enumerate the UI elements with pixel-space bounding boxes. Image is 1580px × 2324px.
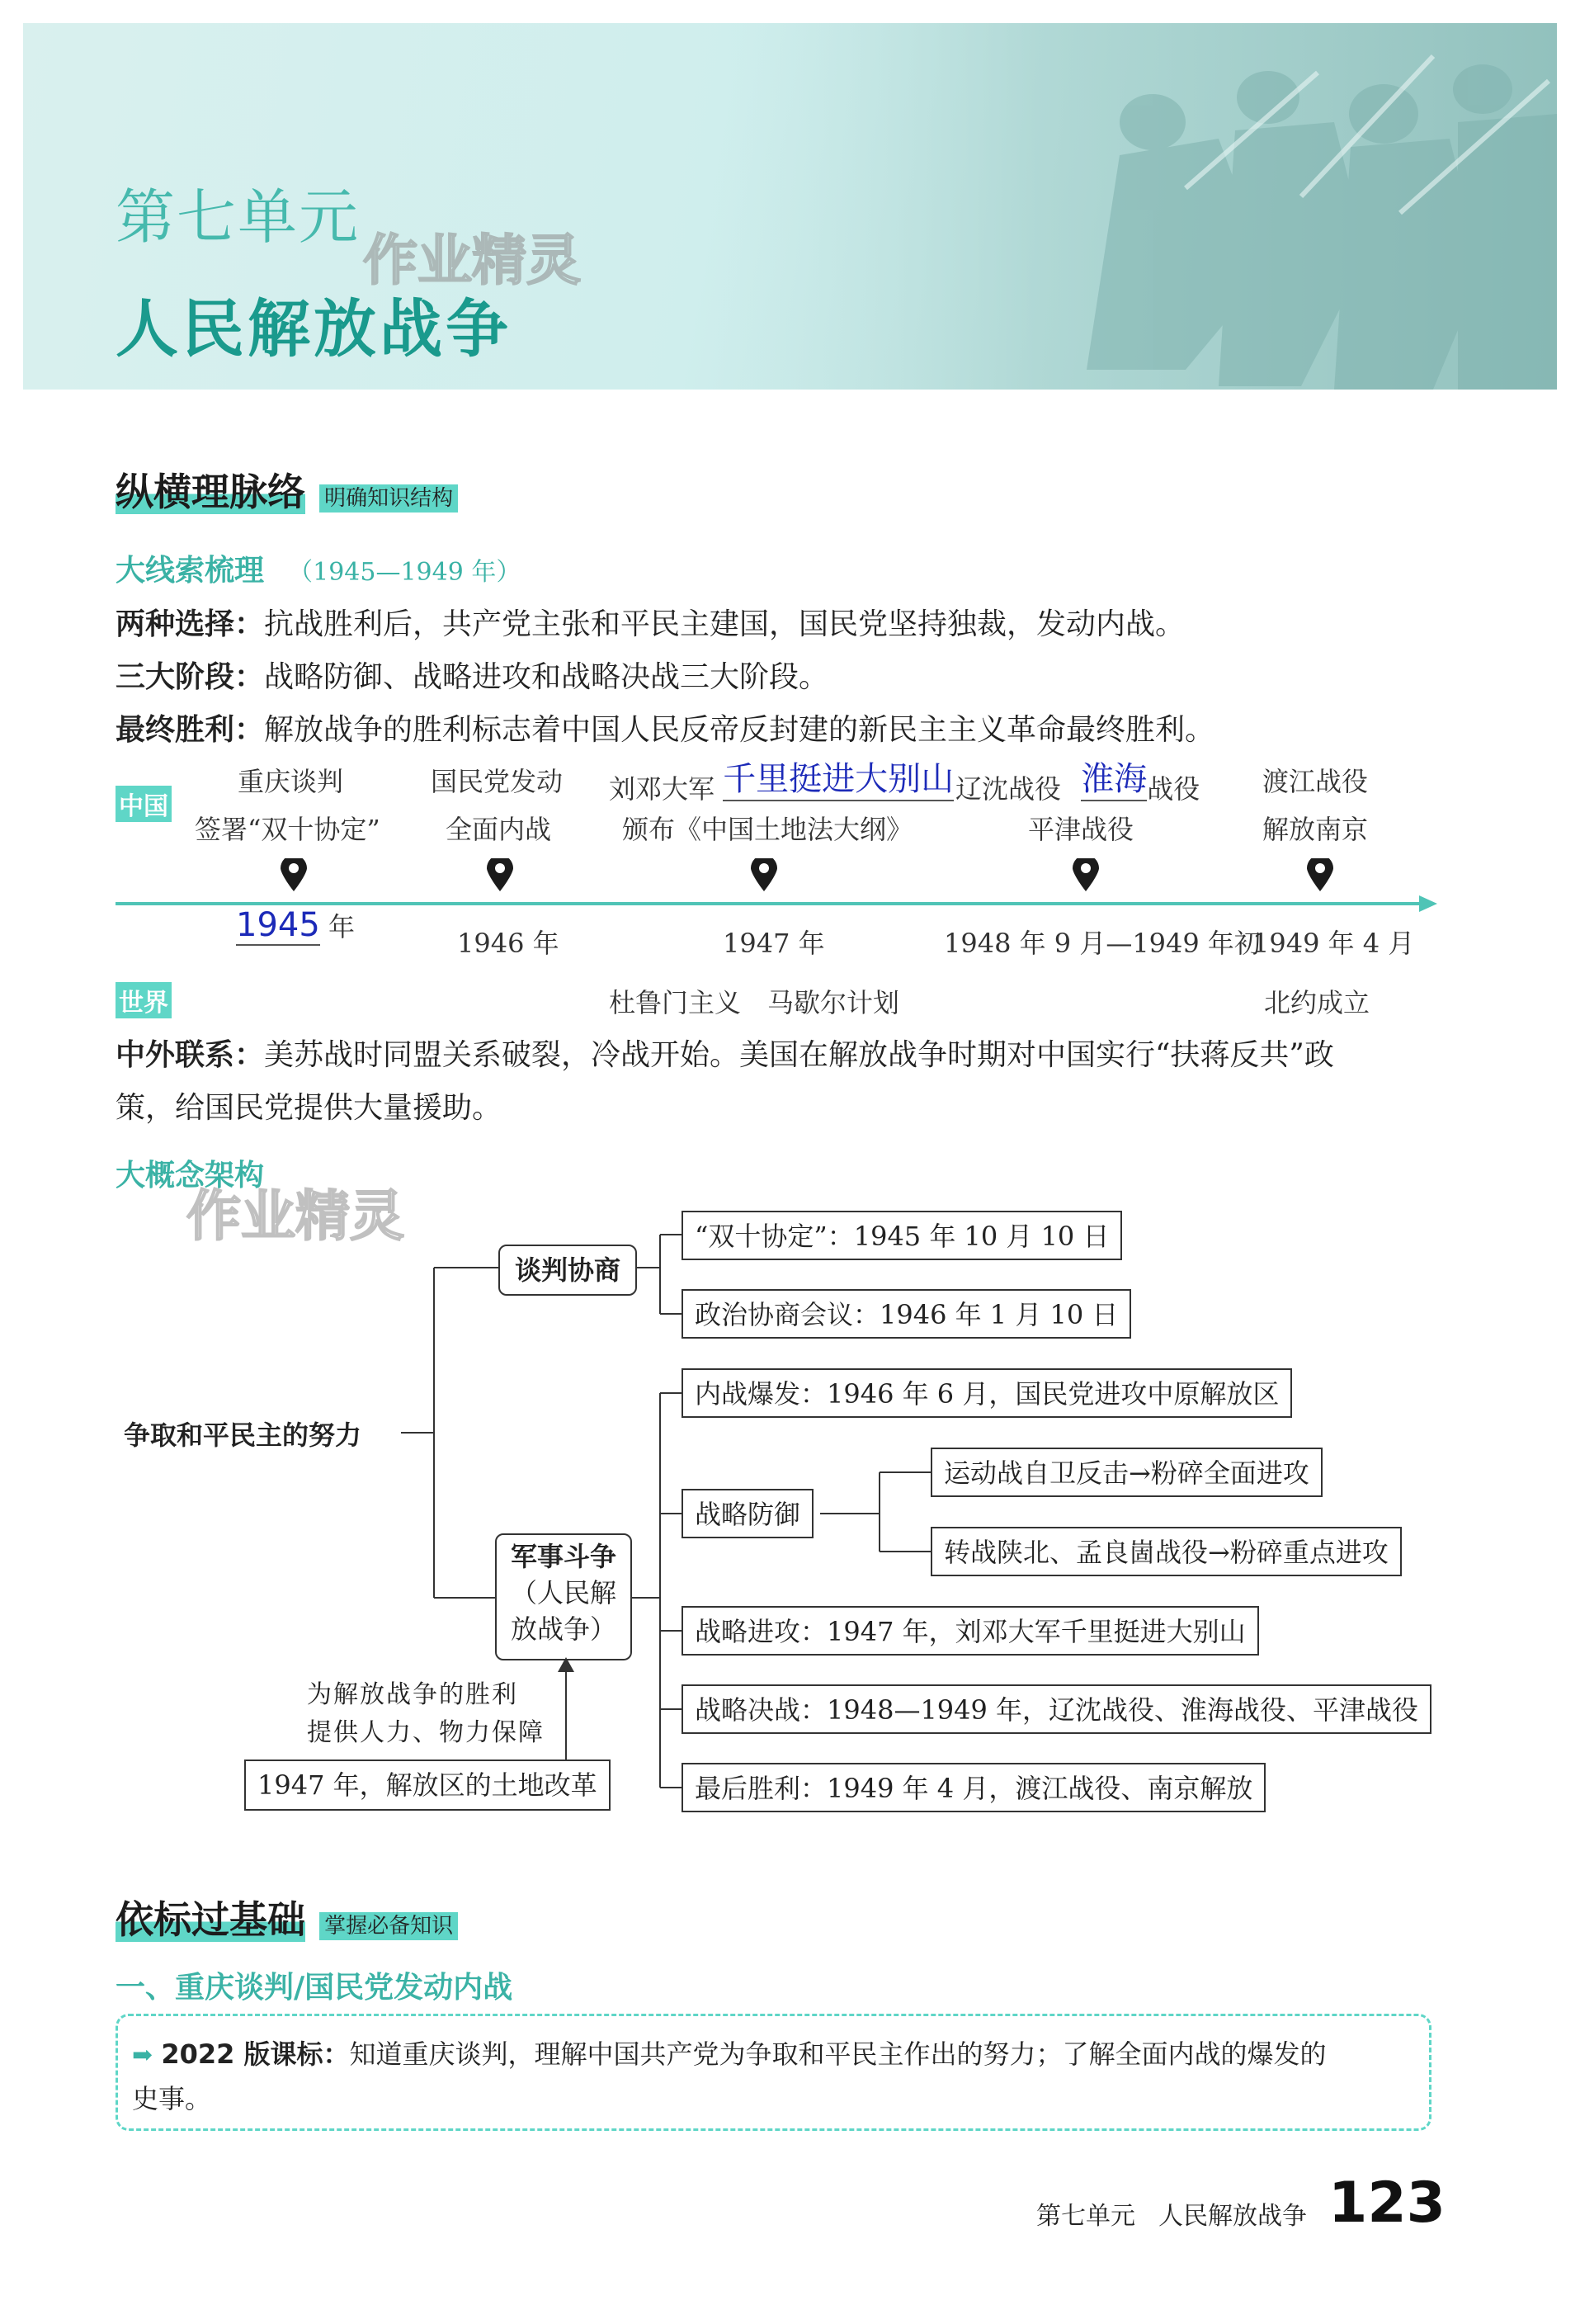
topic-title: 一、重庆谈判/国民党发动内战 xyxy=(116,1971,513,2005)
standard-text: 知道重庆谈判，理解中国共产党为争取和平民主作出的努力；了解全面内战的爆发的 xyxy=(349,2038,1327,2070)
concept-box: 战略决战：1948—1949 年，辽沈战役、淮海战役、平津战役 xyxy=(682,1684,1431,1734)
concept-box: 政治协商会议：1946 年 1 月 10 日 xyxy=(682,1289,1131,1339)
timeline-date: 1948 年 9 月—1949 年初 xyxy=(944,928,1261,959)
relation-text: 美苏战时同盟关系破裂，冷战开始。美国在解放战争时期对中国实行“扶蒋反共”政 xyxy=(264,1038,1334,1072)
standard-label: 2022 版课标： xyxy=(161,2038,350,2070)
timeline-date: 1946 年 xyxy=(457,928,559,959)
standard-line: 史事。 xyxy=(132,2083,212,2114)
section-title: 依标过基础 xyxy=(116,1897,305,1942)
thread-line-text: 战略防御、战略进攻和战略决战三大阶段。 xyxy=(264,660,829,694)
section-header xyxy=(116,1890,458,1944)
thread-line-text: 解放战争的胜利标志着中国人民反帝反封建的新民主主义革命最终胜利。 xyxy=(264,713,1215,747)
thread-line-label: 最终胜利： xyxy=(116,713,265,747)
timeline-date: 1947 年 xyxy=(723,928,825,959)
standard-box xyxy=(116,2014,1431,2131)
negotiation-box: 谈判协商 xyxy=(498,1245,637,1296)
world-label: 世界 xyxy=(116,982,172,1018)
relation-line: 策，给国民党提供大量援助。 xyxy=(116,1091,502,1125)
support-note: 提供人力、物力保障 xyxy=(307,1718,545,1747)
footer-title: 人民解放战争 xyxy=(1158,2202,1307,2231)
page-number: 123 xyxy=(1328,2170,1446,2236)
footer-unit: 第七单元 xyxy=(1036,2202,1135,2231)
thread-line-text: 抗战胜利后，共产党主张和平民主建国，国民党坚持独裁，发动内战。 xyxy=(264,607,1186,641)
concept-box: 战略防御 xyxy=(682,1489,814,1538)
watermark: 作业精灵 xyxy=(363,229,581,292)
concept-box: “双十协定”：1945 年 10 月 10 日 xyxy=(682,1211,1122,1260)
standard-line xyxy=(132,2034,1327,2071)
timeline-event-prefix: 刘邓大军 xyxy=(609,773,715,805)
handwritten-answer: 淮海 xyxy=(1081,753,1147,801)
arrow-right-icon: ➡ xyxy=(132,2041,153,2070)
timeline-date: 1949 年 4 月 xyxy=(1252,928,1415,959)
thread-line-label: 三大阶段： xyxy=(116,660,265,694)
military-label: 放战争） xyxy=(510,1613,616,1645)
watermark: 作业精灵 xyxy=(186,1184,404,1248)
handwritten-answer: 1945 xyxy=(236,906,320,944)
timeline-event-bottom: 签署“双十协定” xyxy=(195,814,380,845)
timeline-date-suffix: 年 xyxy=(328,911,355,942)
land-reform-box: 1947 年，解放区的土地改革 xyxy=(244,1760,611,1811)
timeline-event-prefix: 辽沈战役 xyxy=(955,773,1062,805)
timeline-event-bottom: 颁布《中国土地法大纲》 xyxy=(622,814,913,845)
concept-box: 最后胜利：1949 年 4 月，渡江战役、南京解放 xyxy=(682,1763,1266,1812)
unit-label: 第七单元 xyxy=(116,182,361,252)
handwritten-answer: 千里挺进大别山 xyxy=(723,753,954,801)
timeline-event-bottom: 解放南京 xyxy=(1262,814,1369,845)
timeline-event-top: 渡江战役 xyxy=(1262,766,1369,797)
military-box xyxy=(495,1533,632,1660)
timeline-event-suffix: 战役 xyxy=(1147,773,1200,805)
section-tag: 明确知识结构 xyxy=(319,484,458,513)
thread-title: 大线索梳理 xyxy=(116,554,265,588)
military-label: （人民解 xyxy=(510,1577,616,1608)
section-title: 纵横理脉络 xyxy=(116,470,305,514)
thread-period: （1945—1949 年） xyxy=(288,558,521,587)
concept-box: 内战爆发：1946 年 6 月，国民党进攻中原解放区 xyxy=(682,1368,1292,1418)
thread-line-label: 两种选择： xyxy=(116,607,265,641)
military-label: 军事斗争 xyxy=(510,1541,616,1572)
concept-box: 转战陕北、孟良崮战役→粉碎重点进攻 xyxy=(931,1527,1402,1576)
unit-title: 人民解放战争 xyxy=(116,292,512,366)
relation-label: 中外联系： xyxy=(116,1038,265,1072)
timeline-event-top: 重庆谈判 xyxy=(238,766,344,797)
world-event: 北约成立 xyxy=(1264,987,1370,1018)
china-label: 中国 xyxy=(116,786,172,822)
world-event: 杜鲁门主义 马歇尔计划 xyxy=(609,987,900,1018)
timeline-event-bottom: 平津战役 xyxy=(1028,814,1134,845)
concept-title: 大概念架构 xyxy=(116,1159,265,1193)
concept-box: 战略进攻：1947 年，刘邓大军千里挺进大别山 xyxy=(682,1606,1259,1656)
concept-root: 争取和平民主的努力 xyxy=(124,1419,362,1451)
support-note: 为解放战争的胜利 xyxy=(307,1680,518,1709)
concept-box: 运动战自卫反击→粉碎全面进攻 xyxy=(931,1448,1323,1497)
timeline-event-top: 国民党发动 xyxy=(431,766,564,797)
timeline-event-bottom: 全面内战 xyxy=(446,814,552,845)
section-tag: 掌握必备知识 xyxy=(319,1912,458,1940)
